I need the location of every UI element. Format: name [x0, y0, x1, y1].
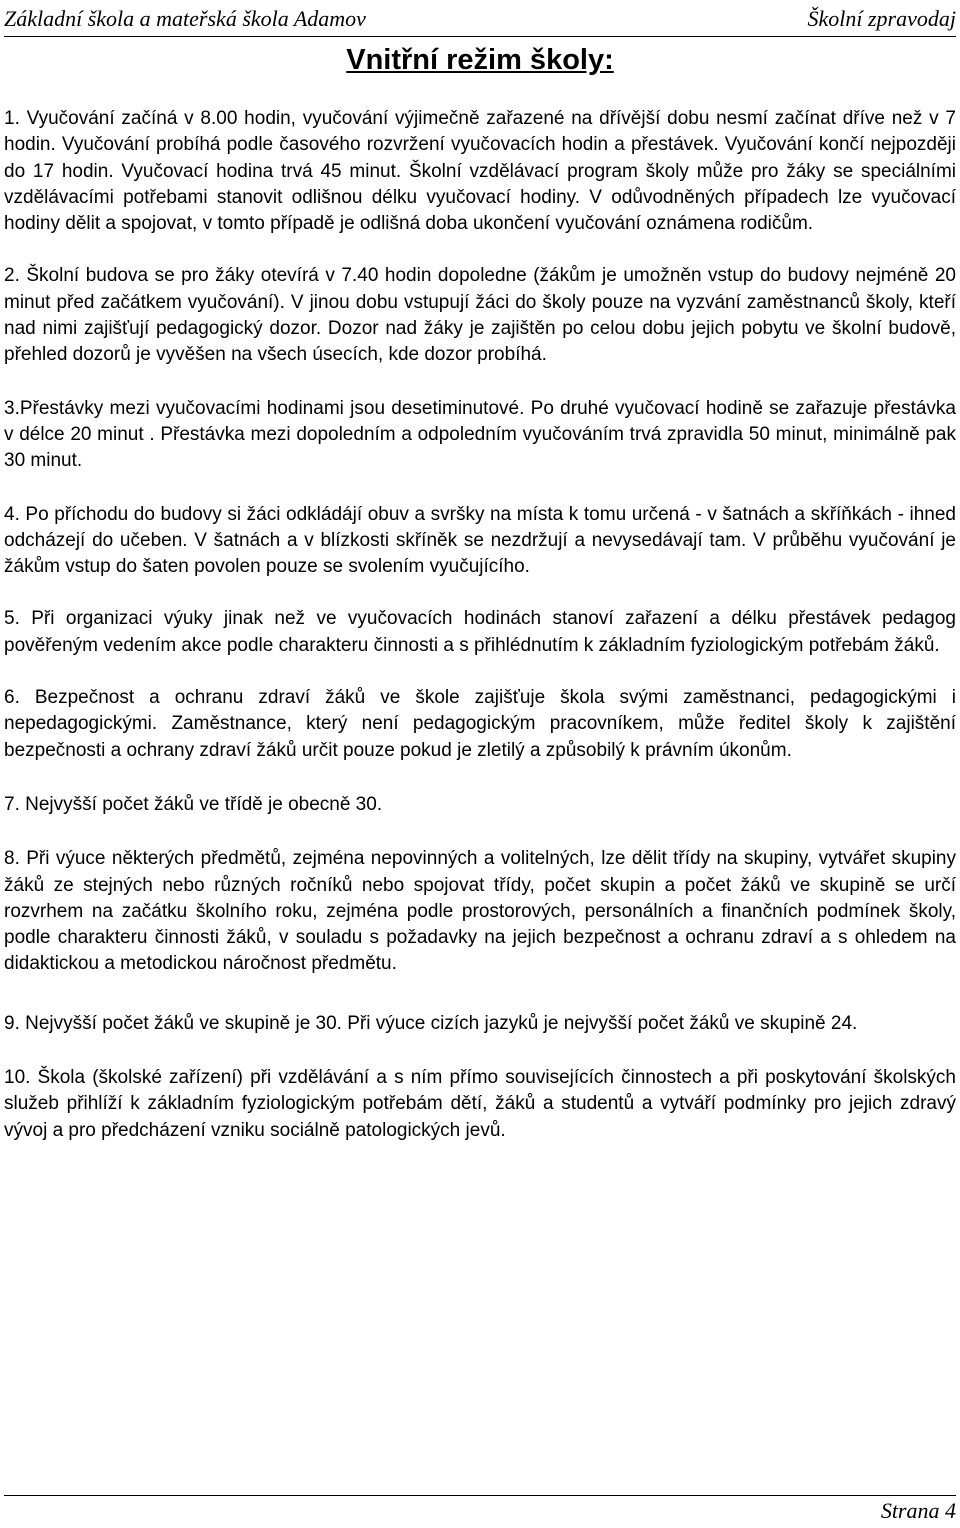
- paragraph-9: 9. Nejvyšší počet žáků ve skupině je 30. Při výuce cizích jazyků je nejvyšší počet žáků ve skupině 24.: [4, 1012, 858, 1034]
- document-body: [4, 106, 956, 1144]
- page-footer: [4, 1495, 956, 1528]
- paragraph-7: 7. Nejvyšší počet žáků ve třídě je obecně 30.: [4, 793, 383, 815]
- paragraph-5: 5. Při organizaci výuky jinak než ve vyučovacích hodinách stanoví zařazení a délku přestávek pedagog pověřeným vedením akce podle charakteru činnosti a s přihlédnutím k základním fyziologickým potřebám žáků.: [4, 608, 956, 656]
- paragraph-2: 2. Školní budova se pro žáky otevírá v 7.40 hodin dopoledne (žákům je umožněn vstup do budovy nejméně 20 minut před začátkem vyučování). V jinou dobu vstupují žáci do školy pouze na vyzvání zaměstnanců školy, kteří nad nimi zajišťují pedagogický dozor. Dozor nad žáky je zajištěn po celou dobu jejich pobytu ve školní budově, přehled dozorů je vyvěšen na všech úsecích, kde dozor probíhá.: [4, 265, 956, 366]
- school-name: Základní škola a mateřská škola Adamov: [4, 6, 366, 31]
- paragraph-3: 3.Přestávky mezi vyučovacími hodinami jsou desetiminutové. Po druhé vyučovací hodině se zařazuje přestávka v délce 20 minut . Přestávka mezi dopoledním a odpoledním vyučováním trvá zpravidla 50 minut, minimálně pak 30 minut.: [4, 397, 956, 472]
- page-title: Vnitřní režim školy:: [346, 44, 614, 76]
- paragraph-1: 1. Vyučování začíná v 8.00 hodin, vyučování výjimečně zařazené na dřívější dobu nesmí začínat dříve než v 7 hodin. Vyučování probíhá podle časového rozvržení vyučovacích hodin a přestávek. Vyučování končí nejpozději do 17 hodin. Vyučovací hodina trvá 45 minut. Školní vzdělávací program školy může pro žáky se speciálními vzdělávacími potřebami stanovit odlišnou délku vyučovací hodiny. V odůvodněných případech lze vyučovací hodiny dělit a spojovat, v tomto případě je odlišná doba ukončení vyučování oznámena rodičům.: [4, 108, 956, 235]
- paragraph-8: 8. Při výuce některých předmětů, zejména nepovinných a volitelných, lze dělit třídy na skupiny, vytvářet skupiny žáků ze stejných nebo různých ročníků nebo spojovat třídy, počet skupin a počet žáků ve skupině se určí rozvrhem na začátku školního roku, zejména podle prostorových, personálních a finančních podmínek školy, podle charakteru činnosti žáků, v souladu s požadavky na jejich bezpečnost a ochranu zdraví a s ohledem na didaktickou a metodickou náročnost předmětu.: [4, 848, 956, 975]
- page-number: Strana 4: [880, 1498, 956, 1523]
- paragraph-10: 10. Škola (školské zařízení) při vzdělávání a s ním přímo souvisejících činnostech a při poskytování školských služeb přihlíží k základním fyziologickým potřebám dětí, žáků a studentů a vytváří podmínky pro jejich zdravý vývoj a pro předcházení vzniku sociálně patologických jevů.: [4, 1067, 956, 1141]
- paragraph-4: 4. Po příchodu do budovy si žáci odkládájí obuv a svršky na místa k tomu určená - v šatnách a skříňkách - ihned odcházejí do učeben. V šatnách a v blízkosti skříněk se nezdržují a nevysedávají tam. V průběhu vyučování je žákům vstup do šaten povolen pouze se svolením vyučujícího.: [4, 503, 956, 578]
- publication-name: Školní zpravodaj: [807, 6, 956, 31]
- paragraph-6: 6. Bezpečnost a ochranu zdraví žáků ve škole zajišťuje škola svými zaměstnanci, pedagogickými i nepedagogickými. Zaměstnance, který není pedagogickým pracovníkem, může ředitel školy k zajištění bezpečnosti a ochrany zdraví žáků určit pouze pokud je zletilý a způsobilý k právním úkonům.: [4, 687, 956, 761]
- page-header: [4, 2, 956, 37]
